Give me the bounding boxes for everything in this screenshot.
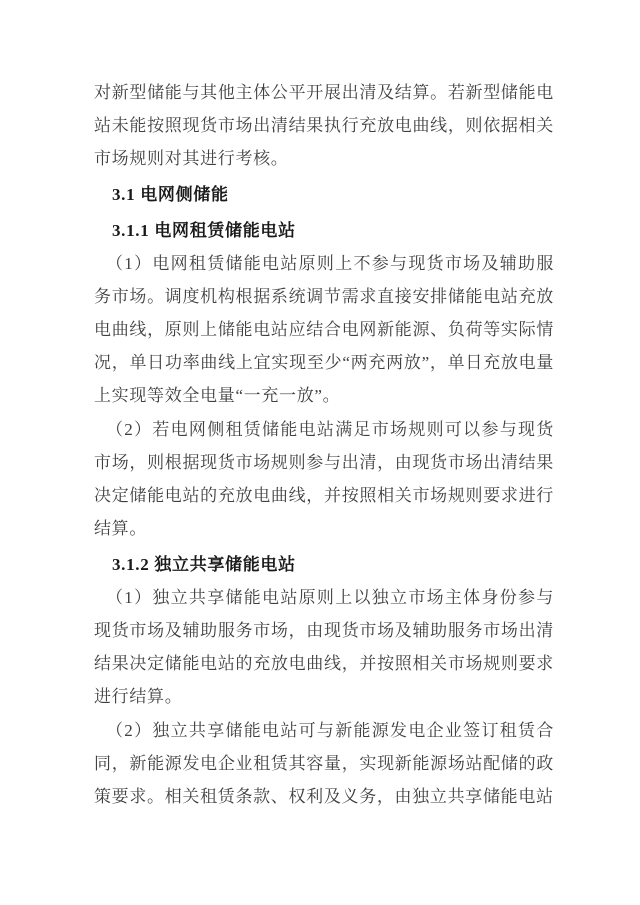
heading-3-1-2-independent-shared-storage-station: 3.1.2 独立共享储能电站 — [112, 555, 296, 574]
heading-3-1-grid-side-storage: 3.1 电网侧储能 — [112, 185, 229, 204]
document-text-block — [94, 76, 554, 813]
paragraph-3-1-1-item-2: （2）若电网侧租赁储能电站满足市场规则可以参与现货市场，则根据现货市场规则参与出清，由现货市场出清结果决定储能电站的充放电曲线，并按照相关市场规则要求进行结算。 — [94, 420, 554, 538]
paragraph-3-1-1-item-1: （1）电网租赁储能电站原则上不参与现货市场及辅助服务市场。调度机构根据系统调节需求直接安排储能电站充放电曲线，原则上储能电站应结合电网新能源、负荷等实际情况，单日功率曲线上宜实现至少“两充两放”，单日充放电量上实现等效全电量“一充一放”。 — [94, 254, 554, 405]
paragraph-3-1-2-item-1: （1）独立共享储能电站原则上以独立市场主体身份参与现货市场及辅助服务市场，由现货市场及辅助服务市场出清结果决定储能电站的充放电曲线，并按照相关市场规则要求进行结算。 — [94, 588, 554, 706]
paragraph-continuation-settlement-rules: 对新型储能与其他主体公平开展出清及结算。若新型储能电站未能按照现货市场出清结果执行充放电曲线，则依据相关市场规则对其进行考核。 — [94, 83, 554, 168]
heading-3-1-1-grid-leased-storage-station: 3.1.1 电网租赁储能电站 — [112, 221, 296, 240]
paragraph-3-1-2-item-2-truncated: （2）独立共享储能电站可与新能源发电企业签订租赁合同，新能源发电企业租赁其容量，实现新能源场站配储的政策要求。相关租赁条款、权利及义务，由独立共享储能电站 — [94, 721, 554, 806]
